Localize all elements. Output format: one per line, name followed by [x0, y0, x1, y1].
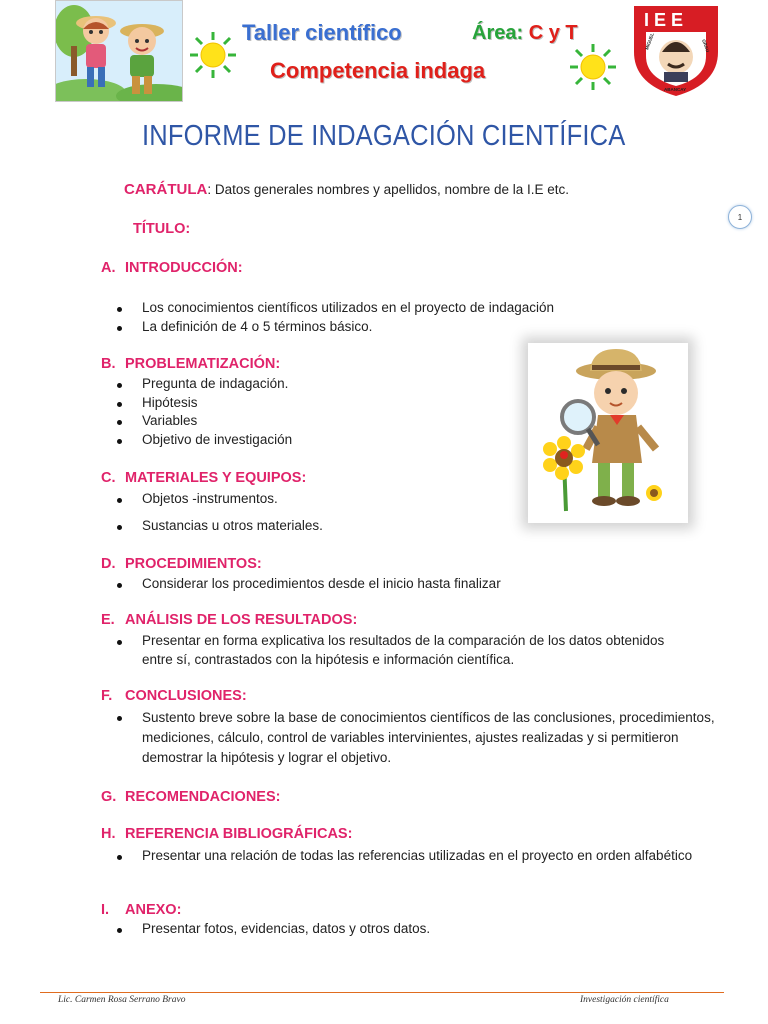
section-list — [117, 632, 697, 669]
bullet-icon — [117, 383, 122, 388]
sun-icon — [568, 42, 618, 92]
titulo-label: TÍTULO: — [133, 221, 191, 237]
logo-initials: I E E — [644, 10, 684, 30]
list-item: Sustento breve sobre la base de conocimientos científicos de las conclusiones, procedimientos, mediciones, cálculo, control de variables intervinientes, ajustes realizadas y si permitieron demostrar la hipótesis y lograr el objetivo. — [117, 708, 717, 768]
explorer-boy-illustration — [528, 343, 688, 523]
area-label: Área: — [472, 22, 524, 44]
sun-icon — [188, 30, 238, 80]
header-competence: Competencia indaga — [270, 58, 486, 83]
bullet-icon — [117, 583, 122, 588]
logo-bottom-text: ABANCAY — [664, 87, 687, 92]
section-list — [117, 847, 697, 866]
bullet-icon — [117, 525, 122, 530]
page-number-badge: 1 — [728, 205, 752, 229]
section-list — [117, 920, 727, 939]
footer-divider — [40, 992, 724, 993]
footer-author: Lic. Carmen Rosa Serrano Bravo — [58, 995, 186, 1005]
bullet-icon — [117, 640, 122, 645]
bullet-icon — [117, 402, 122, 407]
section-list — [117, 708, 717, 768]
logo-top-text: MIGUEL — [644, 32, 655, 51]
list-item: Presentar en forma explicativa los resultados de la comparación de los datos obtenidos entre sí, contrastados con la hipótesis e información científica. — [117, 632, 697, 669]
area-value: C y T — [528, 22, 578, 44]
bullet-icon — [117, 307, 122, 312]
list-item: La definición de 4 o 5 términos básico. — [117, 318, 727, 337]
section-list — [117, 299, 727, 336]
list-item: Variables — [117, 412, 507, 431]
list-item: Sustancias u otros materiales. — [117, 517, 507, 536]
list-item: Considerar los procedimientos desde el inicio hasta finalizar — [117, 575, 727, 594]
list-item: Presentar una relación de todas las referencias utilizadas en el proyecto en orden alfabético — [117, 847, 697, 866]
list-item: Hipótesis — [117, 394, 507, 413]
bullet-icon — [117, 928, 122, 933]
section-heading: D. PROCEDIMIENTOS: — [101, 556, 262, 572]
header-area — [472, 22, 578, 45]
section-list — [117, 490, 507, 535]
section-heading: H. REFERENCIA BIBLIOGRÁFICAS: — [101, 826, 353, 842]
section-heading: I. ANEXO: — [101, 902, 182, 918]
section-heading: B. PROBLEMATIZACIÓN: — [101, 356, 281, 372]
bullet-icon — [117, 855, 122, 860]
bullet-icon — [117, 498, 122, 503]
section-heading: G. RECOMENDACIONES: — [101, 789, 281, 805]
list-item: Objetos -instrumentos. — [117, 490, 507, 509]
footer-subject: Investigación científica — [580, 995, 669, 1005]
section-heading: E. ANÁLISIS DE LOS RESULTADOS: — [101, 612, 358, 628]
caratula-label: CARÁTULA — [124, 181, 208, 198]
caratula-text: : Datos generales nombres y apellidos, nombre de la I.E etc. — [207, 182, 570, 197]
bullet-icon — [117, 326, 122, 331]
list-item: Objetivo de investigación — [117, 431, 507, 450]
list-item: Los conocimientos científicos utilizados en el proyecto de indagación — [117, 299, 727, 318]
section-list — [117, 375, 507, 449]
header-title: Taller científico — [242, 20, 402, 45]
bullet-icon — [117, 420, 122, 425]
kids-explorers-illustration — [55, 0, 183, 102]
section-heading: C. MATERIALES Y EQUIPOS: — [101, 470, 307, 486]
document-title: INFORME DE INDAGACIÓN CIENTÍFICA — [142, 120, 626, 152]
bullet-icon — [117, 439, 122, 444]
logo-right-text: GRAU — [701, 38, 711, 53]
list-item: Presentar fotos, evidencias, datos y otros datos. — [117, 920, 727, 939]
school-logo — [630, 2, 722, 98]
caratula-line — [124, 181, 569, 198]
section-heading: A. INTRODUCCIÓN: — [101, 260, 243, 276]
section-heading: F. CONCLUSIONES: — [101, 688, 247, 704]
section-list — [117, 575, 727, 594]
list-item: Pregunta de indagación. — [117, 375, 507, 394]
bullet-icon — [117, 716, 122, 721]
